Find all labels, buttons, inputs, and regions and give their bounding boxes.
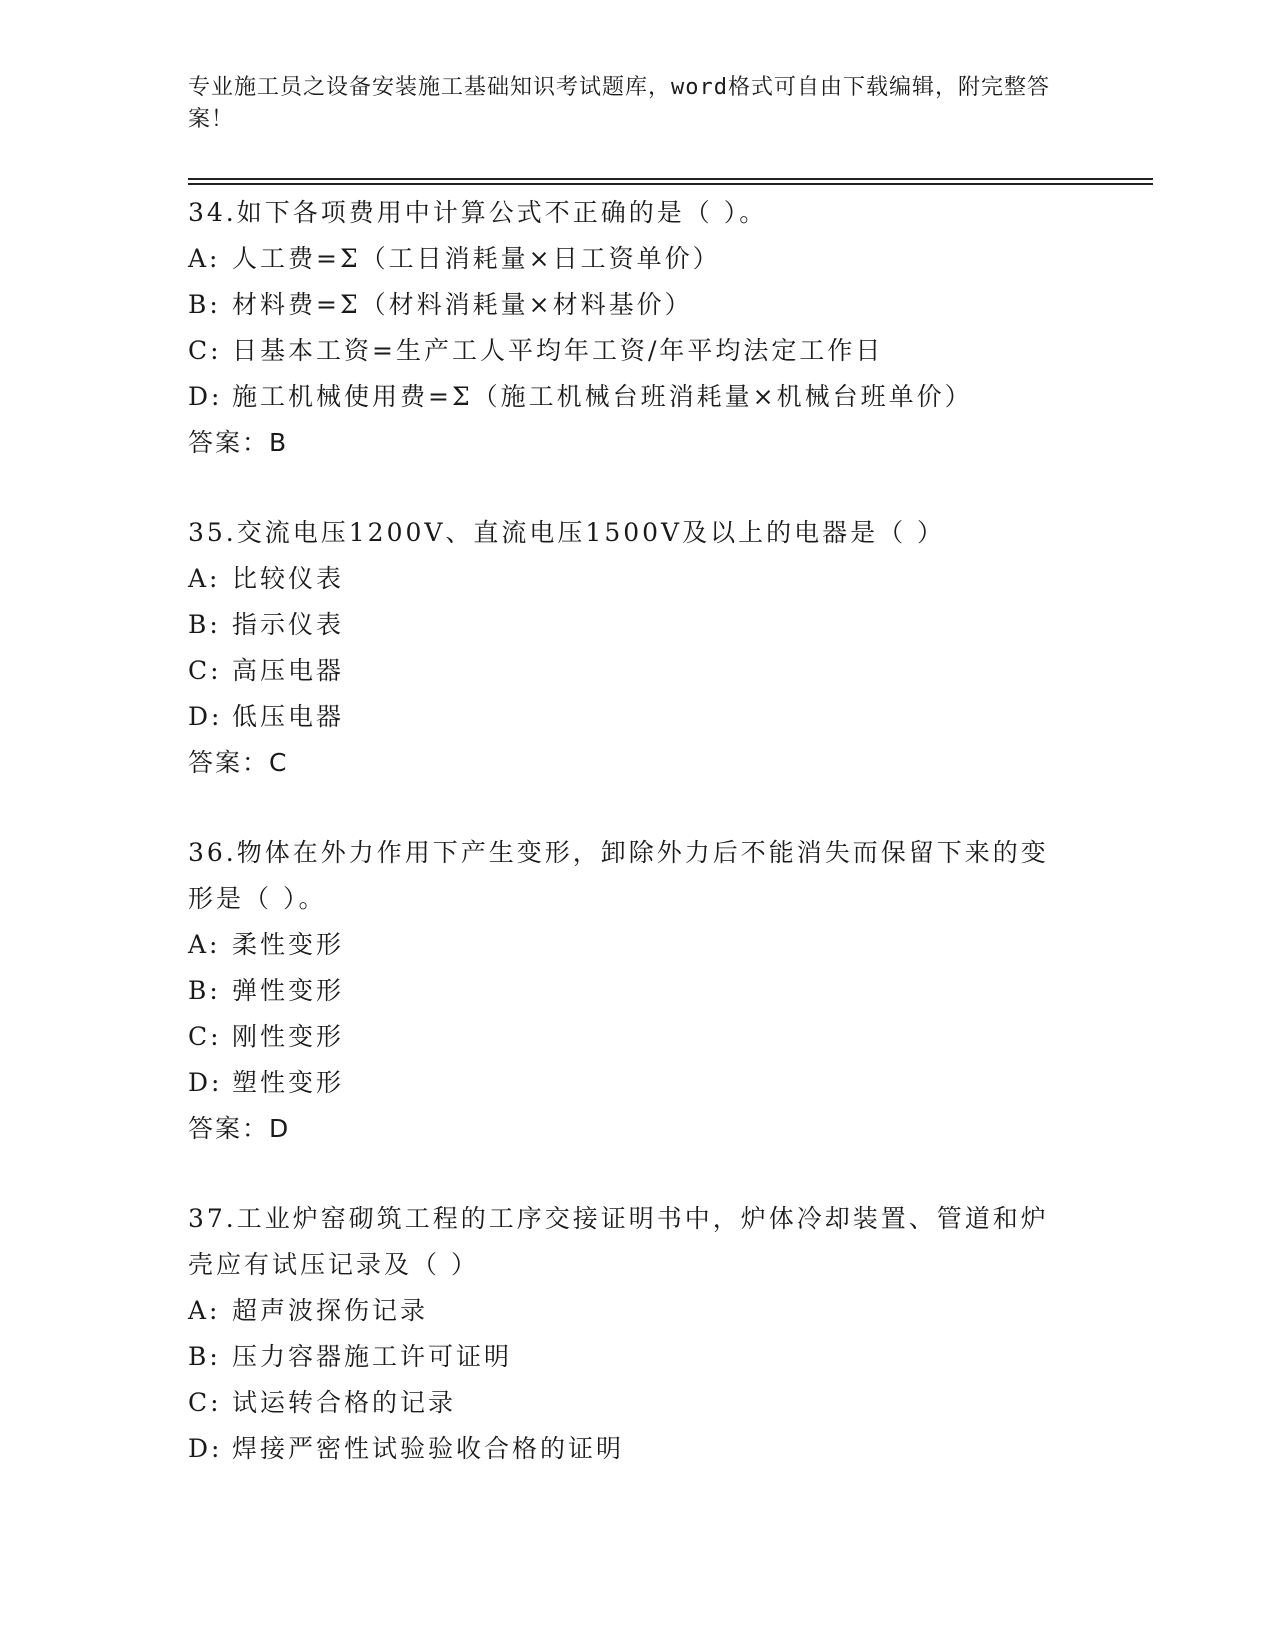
question-36 — [188, 830, 1088, 1152]
option-text: 材料费=Σ（材料消耗量×材料基价） — [232, 290, 693, 319]
option-a — [188, 1288, 1088, 1334]
question-37 — [188, 1196, 1088, 1472]
option-text: 高压电器 — [232, 656, 345, 685]
option-text: 弹性变形 — [232, 976, 345, 1005]
answer-line: 答案：D — [188, 1114, 291, 1143]
header-rule-bottom — [188, 183, 1153, 185]
header-rule-top — [188, 178, 1153, 180]
document-header: 专业施工员之设备安装施工基础知识考试题库，word格式可自由下载编辑，附完整答案！ — [188, 75, 1050, 132]
option-letter: D: — [188, 1068, 223, 1097]
option-d — [188, 374, 1088, 420]
option-text: 施工机械使用费=Σ（施工机械台班消耗量×机械台班单价） — [232, 382, 973, 411]
option-letter: C: — [188, 1022, 222, 1051]
option-letter: B: — [188, 290, 221, 319]
option-b — [188, 968, 1088, 1014]
question-stem: 34.如下各项费用中计算公式不正确的是（ ）。 — [188, 198, 768, 227]
option-letter: A: — [188, 564, 221, 593]
option-text: 比较仪表 — [232, 564, 345, 593]
option-d — [188, 1060, 1088, 1106]
option-text: 指示仪表 — [232, 610, 345, 639]
option-text: 压力容器施工许可证明 — [232, 1342, 513, 1371]
question-stem: 37.工业炉窑砌筑工程的工序交接证明书中，炉体冷却装置、管道和炉壳应有试压记录及（ ） — [188, 1204, 1049, 1279]
option-a — [188, 556, 1088, 602]
option-text: 低压电器 — [232, 702, 345, 731]
option-c — [188, 648, 1088, 694]
option-text: 柔性变形 — [232, 930, 345, 959]
option-letter: B: — [188, 610, 221, 639]
option-c — [188, 1380, 1088, 1426]
option-letter: C: — [188, 1388, 222, 1417]
option-letter: C: — [188, 336, 222, 365]
option-text: 人工费=Σ（工日消耗量×日工资单价） — [232, 244, 721, 273]
option-b — [188, 1334, 1088, 1380]
option-letter: D: — [188, 1434, 223, 1463]
option-letter: D: — [188, 382, 223, 411]
option-text: 刚性变形 — [232, 1022, 345, 1051]
question-34 — [188, 190, 1088, 466]
option-letter: A: — [188, 1296, 221, 1325]
option-text: 塑性变形 — [232, 1068, 345, 1097]
option-c — [188, 1014, 1088, 1060]
option-text: 焊接严密性试验验收合格的证明 — [232, 1434, 625, 1463]
option-letter: D: — [188, 702, 223, 731]
option-letter: A: — [188, 930, 221, 959]
option-b — [188, 282, 1088, 328]
option-a — [188, 922, 1088, 968]
question-stem: 36.物体在外力作用下产生变形，卸除外力后不能消失而保留下来的变形是（ ）。 — [188, 838, 1049, 913]
question-stem: 35.交流电压1200V、直流电压1500V及以上的电器是（ ） — [188, 518, 946, 547]
option-letter: C: — [188, 656, 222, 685]
answer-line: 答案：C — [188, 748, 289, 777]
option-letter: B: — [188, 1342, 221, 1371]
option-a — [188, 236, 1088, 282]
option-letter: B: — [188, 976, 221, 1005]
option-d — [188, 1426, 1088, 1472]
option-text: 超声波探伤记录 — [232, 1296, 429, 1325]
option-text: 日基本工资=生产工人平均年工资/年平均法定工作日 — [232, 336, 884, 365]
question-35 — [188, 510, 1088, 786]
answer-line: 答案：B — [188, 428, 289, 457]
option-text: 试运转合格的记录 — [232, 1388, 457, 1417]
option-letter: A: — [188, 244, 221, 273]
option-c — [188, 328, 1088, 374]
question-list — [188, 190, 1088, 1516]
option-b — [188, 602, 1088, 648]
option-d — [188, 694, 1088, 740]
